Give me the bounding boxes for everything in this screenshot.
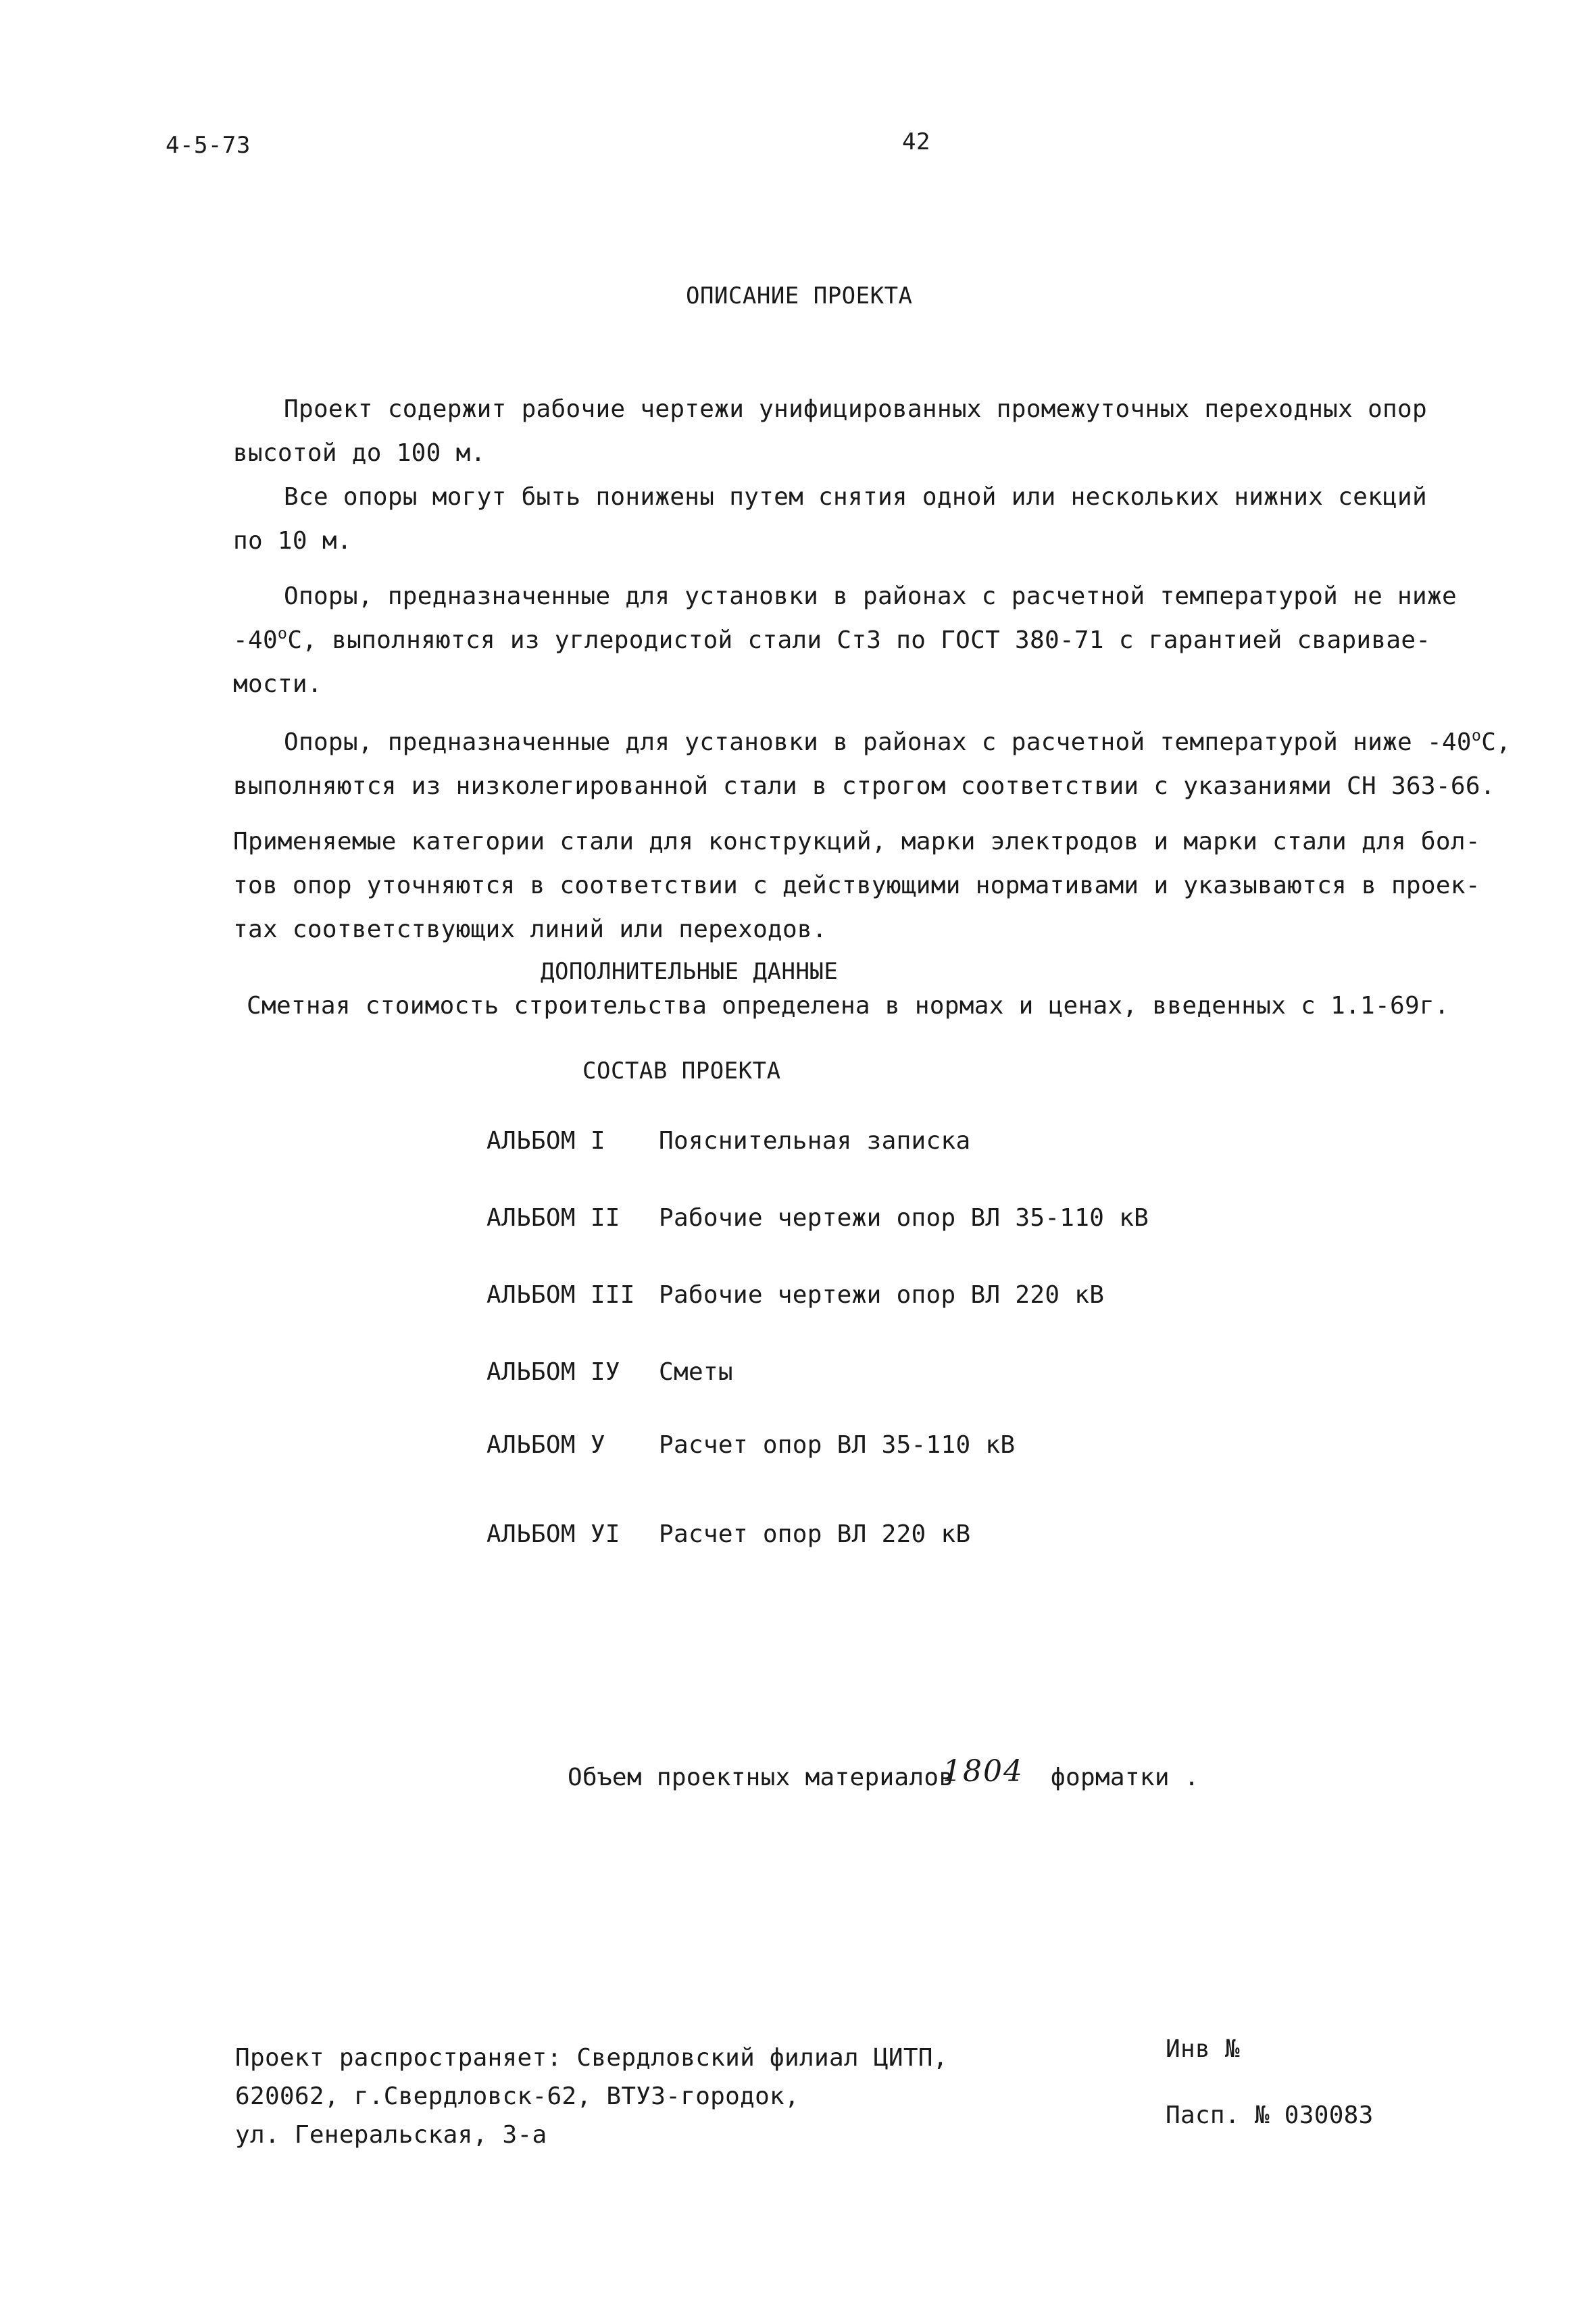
additional-data-text: Сметная стоимость строительства определена в нормах и ценах, введенных с 1.1-69г. xyxy=(247,992,1449,1020)
volume-label: Объем проектных материалов xyxy=(568,1764,954,1791)
paragraph-5-line-3: тах соответствующих линий или переходов. xyxy=(233,916,827,943)
paragraph-1-line-2: высотой до 100 м. xyxy=(233,439,486,467)
paragraph-3-line-2 xyxy=(233,623,1431,654)
paragraph-4-line-1-end: С, xyxy=(1481,728,1512,756)
album-2-description: Рабочие чертежи опор ВЛ 35-110 кВ xyxy=(659,1204,1149,1232)
album-1-name: АЛЬБОМ I xyxy=(487,1127,605,1155)
album-2-name: АЛЬБОМ II xyxy=(487,1204,620,1232)
paragraph-3-line-3: мости. xyxy=(233,670,322,698)
volume-unit: форматки . xyxy=(1051,1764,1199,1791)
paragraph-5-line-2: тов опор уточняются в соответствии с действующими нормативами и указываются в проек- xyxy=(233,872,1480,899)
paragraph-4-line-1 xyxy=(284,725,1512,756)
paragraph-1-line-1: Проект содержит рабочие чертежи унифицированных промежуточных переходных опор xyxy=(284,395,1427,423)
album-5-name: АЛЬБОМ У xyxy=(487,1431,605,1459)
album-1-description: Пояснительная записка xyxy=(659,1127,971,1155)
temperature-value: -40 xyxy=(233,626,278,654)
page-title: ОПИСАНИЕ ПРОЕКТА xyxy=(686,282,913,309)
paragraph-2-line-2: по 10 м. xyxy=(233,527,352,555)
album-6-name: АЛЬБОМ УI xyxy=(487,1520,620,1548)
paragraph-5-line-1: Применяемые категории стали для конструкций, марки электродов и марки стали для бол- xyxy=(233,828,1480,855)
inventory-number-label: Инв № xyxy=(1166,2035,1240,2063)
degree-sign: о xyxy=(1471,725,1482,745)
paragraph-4-line-2: выполняются из низколегированной стали в строгом соответствии с указаниями СН 363-66. xyxy=(233,772,1495,800)
paragraph-3-line-2-rest: С, выполняются из углеродистой стали Ст3 по ГОСТ 380-71 с гарантией сваривае- xyxy=(287,626,1431,654)
page-number: 42 xyxy=(902,128,930,155)
album-4-name: АЛЬБОМ IУ xyxy=(487,1358,620,1386)
distributor-line-1: Проект распространяет: Свердловский филиал ЦИТП, xyxy=(235,2044,948,2072)
additional-data-heading: ДОПОЛНИТЕЛЬНЫЕ ДАННЫЕ xyxy=(541,958,839,985)
degree-sign: о xyxy=(277,623,288,643)
paragraph-2-line-1: Все опоры могут быть понижены путем снятия одной или нескольких нижних секций xyxy=(284,483,1427,511)
paragraph-4-line-1-text: Опоры, предназначенные для установки в районах с расчетной температурой ниже -40 xyxy=(284,728,1472,756)
album-4-description: Сметы xyxy=(659,1358,733,1386)
distributor-line-3: ул. Генеральская, 3-а xyxy=(235,2121,547,2149)
album-5-description: Расчет опор ВЛ 35-110 кВ xyxy=(659,1431,1016,1459)
album-6-description: Расчет опор ВЛ 220 кВ xyxy=(659,1520,971,1548)
album-3-description: Рабочие чертежи опор ВЛ 220 кВ xyxy=(659,1281,1105,1309)
paragraph-3-line-1: Опоры, предназначенные для установки в районах с расчетной температурой не ниже xyxy=(284,582,1457,610)
passport-number: Пасп. № 030083 xyxy=(1166,2101,1374,2129)
album-3-name: АЛЬБОМ III xyxy=(487,1281,635,1309)
document-code: 4-5-73 xyxy=(166,132,251,159)
distributor-line-2: 620062, г.Свердловск-62, ВТУЗ-городок, xyxy=(235,2083,800,2110)
volume-handwritten-value: 1804 xyxy=(943,1754,1024,1789)
composition-heading: СОСТАВ ПРОЕКТА xyxy=(582,1057,781,1085)
